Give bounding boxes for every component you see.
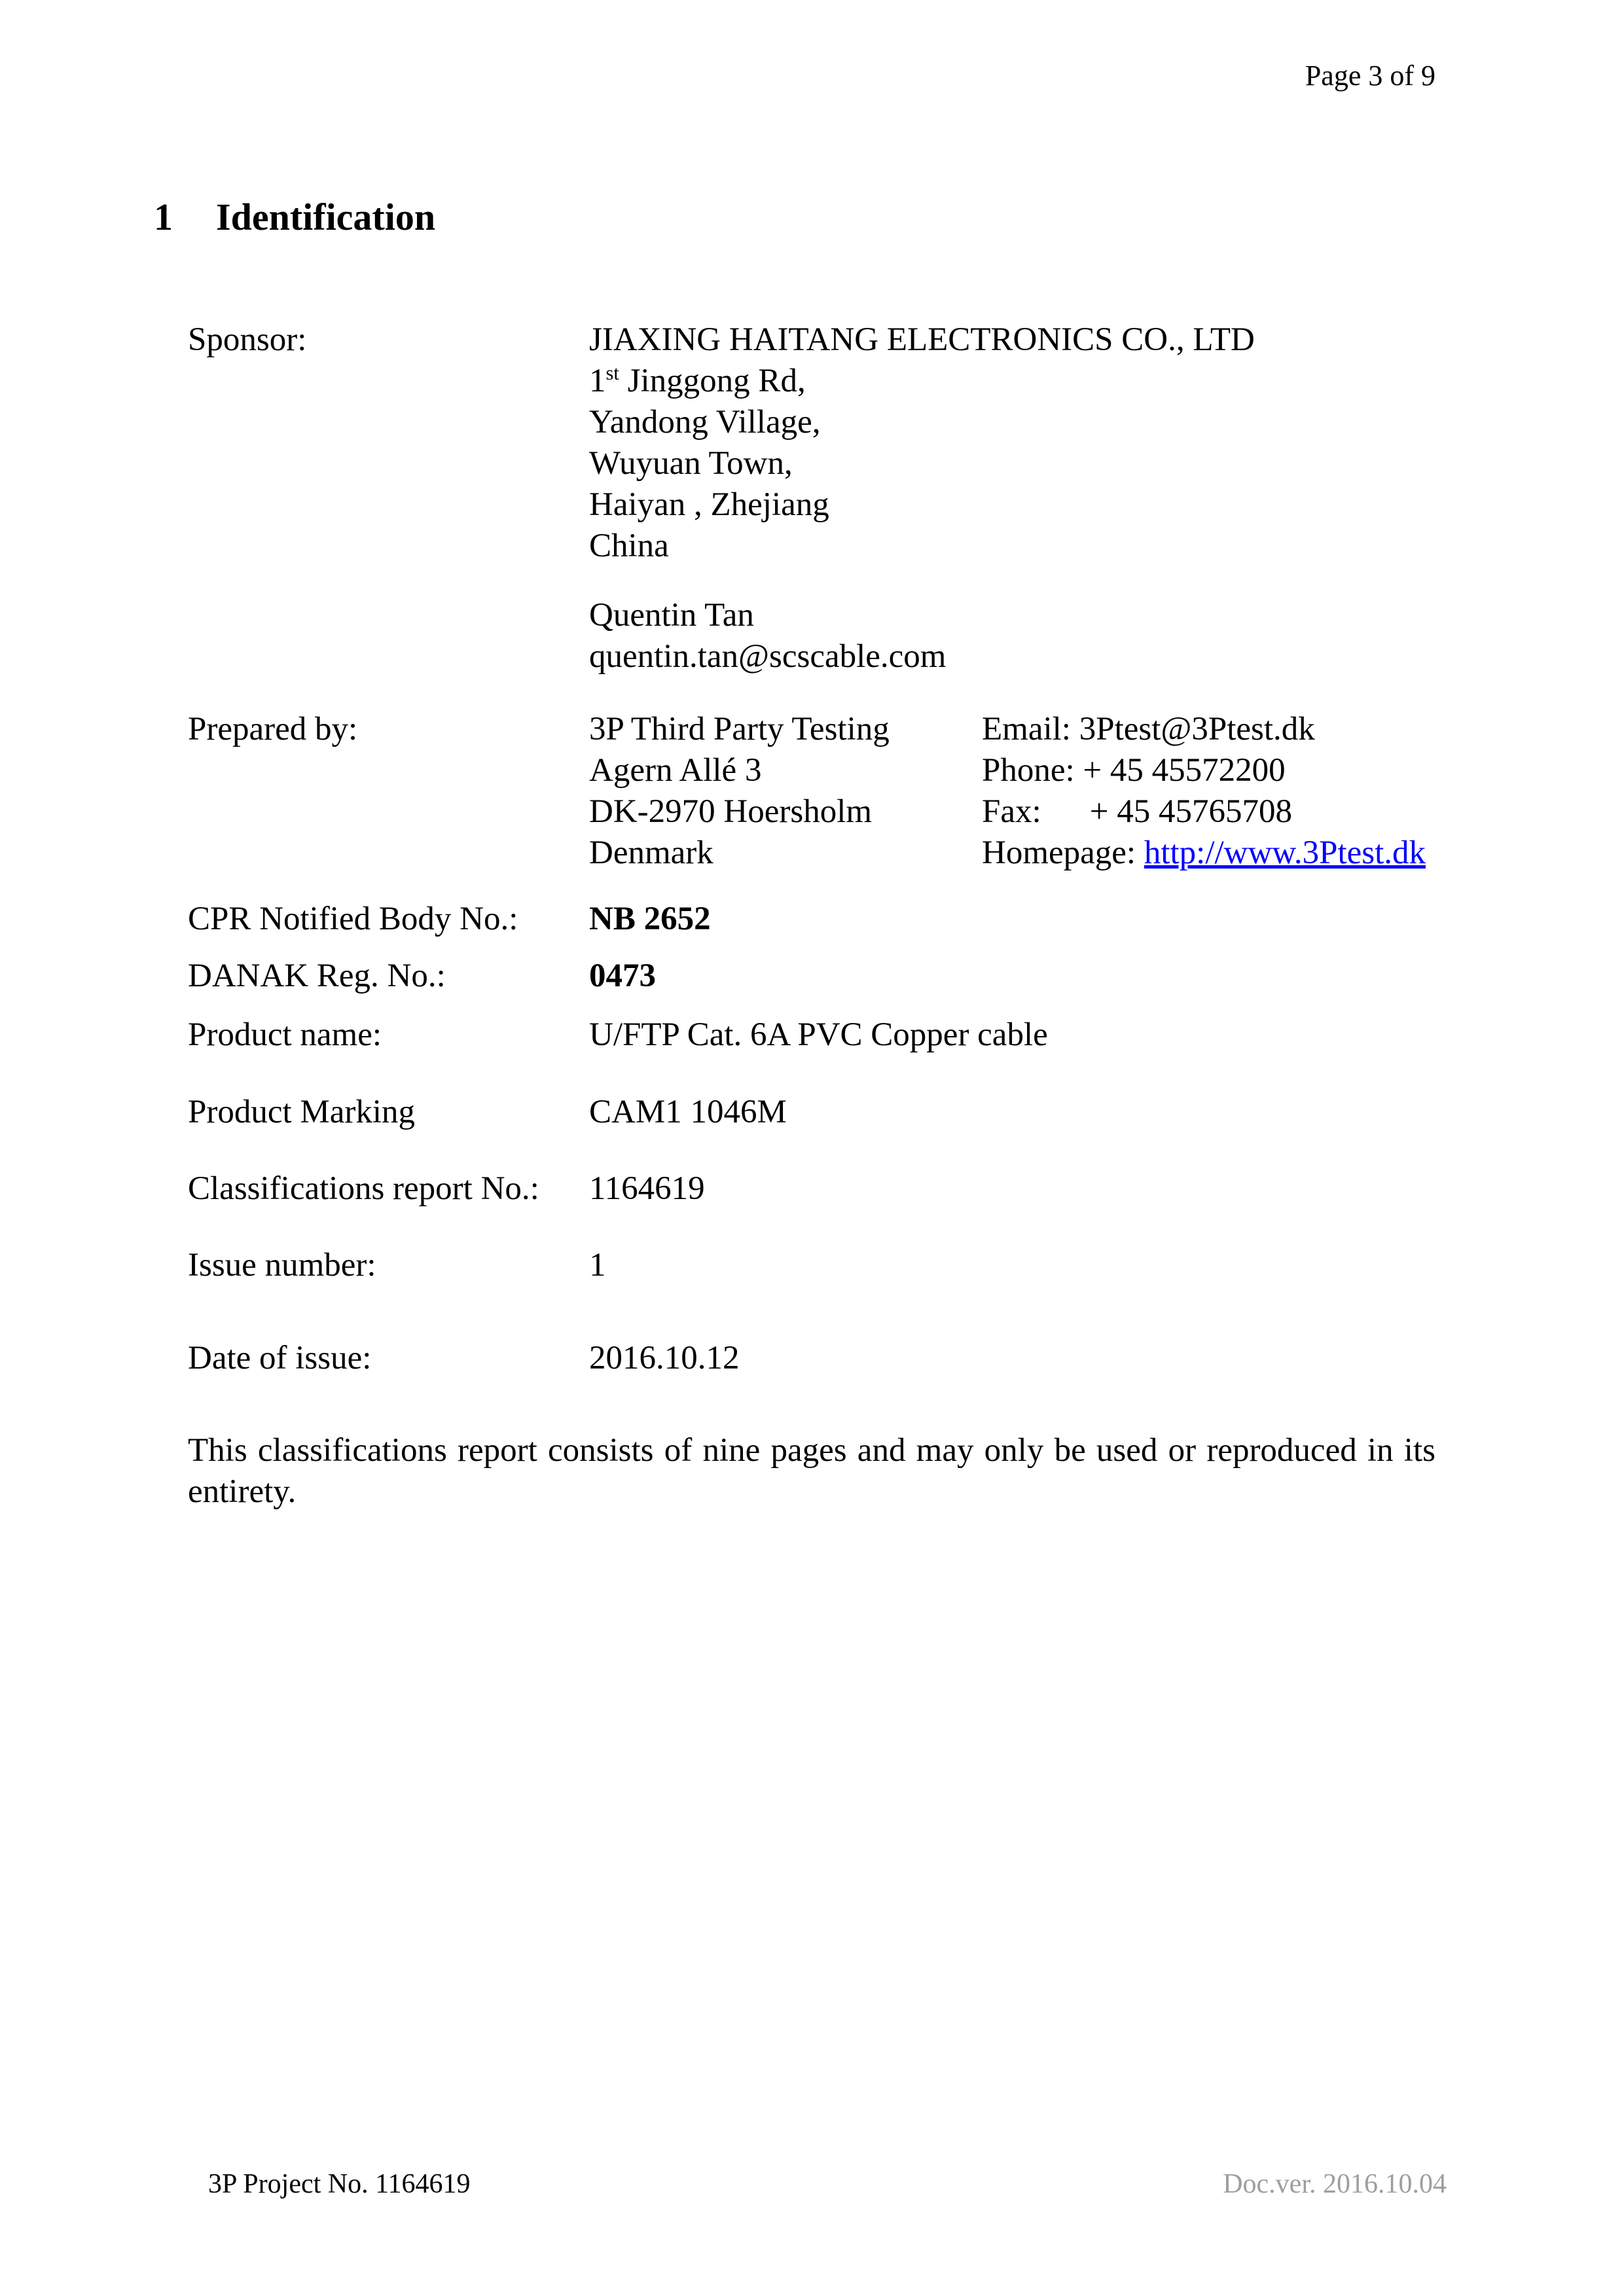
sponsor-contact-email: quentin.tan@scscable.com — [589, 638, 947, 675]
sponsor-contact-name: Quentin Tan — [589, 597, 754, 634]
sponsor-street-line — [589, 361, 1255, 402]
field-value: NB 2652 — [589, 901, 711, 937]
sponsor-street-ordinal: st — [605, 362, 619, 384]
field-label: Product Marking — [188, 1094, 416, 1130]
phone-label: Phone: — [982, 752, 1075, 789]
page-number-label: Page 3 of 9 — [1305, 60, 1435, 92]
sponsor-street-rest: Jinggong Rd, — [619, 363, 806, 399]
sponsor-address-line: Wuyuan Town, — [589, 445, 793, 482]
prepared-by-city: DK-2970 Hoersholm — [589, 793, 873, 830]
sponsor-address-line: Haiyan , Zhejiang — [589, 486, 829, 523]
prepared-by-street: Agern Allé 3 — [589, 752, 762, 789]
footer-project-number: 3P Project No. 1164619 — [208, 2169, 471, 2199]
contact-phone-line — [982, 750, 1426, 791]
prepared-by-country: Denmark — [589, 834, 713, 871]
sponsor-street-number: 1 — [589, 363, 606, 399]
field-label: Issue number: — [188, 1247, 376, 1283]
phone-value: + 45 45572200 — [1083, 752, 1286, 789]
sponsor-contact-block — [589, 595, 946, 677]
sponsor-company: JIAXING HAITANG ELECTRONICS CO., LTD — [589, 321, 1255, 358]
fax-value: + 45 45765708 — [1089, 793, 1293, 830]
email-label: Email: — [982, 711, 1071, 747]
field-value: 1164619 — [589, 1170, 705, 1207]
contact-homepage-line — [982, 833, 1426, 874]
prepared-by-label: Prepared by: — [188, 711, 358, 747]
email-value: 3Ptest@3Ptest.dk — [1079, 711, 1315, 747]
field-label: Product name: — [188, 1016, 382, 1053]
sponsor-address-block — [589, 319, 1255, 567]
contact-fax-line — [982, 791, 1426, 833]
section-title: Identification — [216, 196, 436, 238]
section-heading — [154, 195, 435, 240]
sponsor-address-line: Yandong Village, — [589, 404, 821, 440]
fax-label: Fax: — [982, 793, 1041, 830]
field-label: Classifications report No.: — [188, 1170, 539, 1207]
field-label: DANAK Reg. No.: — [188, 958, 446, 994]
footer-doc-version: Doc.ver. 2016.10.04 — [1223, 2169, 1447, 2199]
field-value: U/FTP Cat. 6A PVC Copper cable — [589, 1016, 1048, 1053]
homepage-link[interactable]: http://www.3Ptest.dk — [1144, 834, 1426, 871]
note-paragraph: This classifications report consists of nine pages and may only be used or reproduced in its entirety. — [188, 1432, 1435, 1510]
prepared-by-contact-block — [982, 709, 1426, 874]
contact-email-line — [982, 709, 1426, 750]
field-label: Date of issue: — [188, 1340, 372, 1376]
section-number: 1 — [154, 196, 173, 238]
field-value: 1 — [589, 1247, 606, 1283]
prepared-by-address-block — [589, 709, 890, 874]
field-value: CAM1 1046M — [589, 1094, 787, 1130]
field-value: 0473 — [589, 958, 656, 994]
sponsor-label: Sponsor: — [188, 321, 307, 358]
sponsor-address-line: China — [589, 528, 669, 564]
field-label: CPR Notified Body No.: — [188, 901, 518, 937]
homepage-label: Homepage: — [982, 834, 1136, 871]
field-value: 2016.10.12 — [589, 1340, 740, 1376]
prepared-by-company: 3P Third Party Testing — [589, 711, 890, 747]
